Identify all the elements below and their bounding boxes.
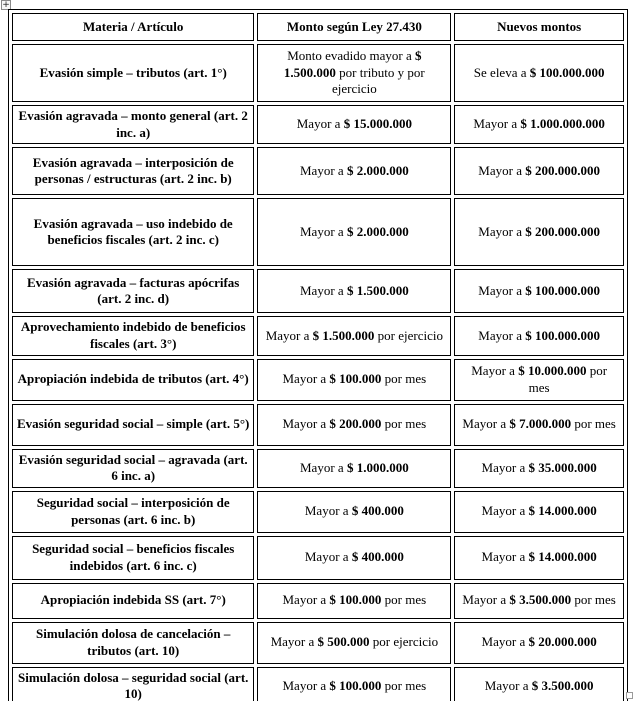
column-header-nuevos-montos: Nuevos montos xyxy=(454,13,624,41)
cell-text-prefix: Mayor a xyxy=(471,362,519,378)
materia-cell: Seguridad social – beneficios fiscales indebidos (art. 6 inc. c) xyxy=(12,536,254,580)
nuevo-monto-cell xyxy=(454,105,624,144)
nuevo-monto-cell xyxy=(454,449,624,488)
cell-text-prefix: Mayor a xyxy=(481,634,529,650)
cell-text-prefix: Mayor a xyxy=(282,678,330,694)
cell-amount: $ 1.000.000 xyxy=(346,459,409,475)
cell-amount: $ 200.000.000 xyxy=(525,162,600,178)
montos-table xyxy=(8,9,628,701)
table-row xyxy=(12,583,624,619)
cell-text-suffix: por ejercicio xyxy=(369,634,439,650)
cell-amount: $ 400.000 xyxy=(351,503,404,519)
cell-text-prefix: Mayor a xyxy=(481,549,529,565)
nuevo-monto-cell xyxy=(454,536,624,580)
cell-amount: $ 2.000.000 xyxy=(346,223,409,239)
cell-amount: $ 15.000.000 xyxy=(343,116,412,132)
cell-amount: $ 100.000.000 xyxy=(525,327,600,343)
nuevo-monto-cell xyxy=(454,491,624,533)
table-row xyxy=(12,667,624,701)
cell-text-suffix: por tributo y por ejercicio xyxy=(331,64,425,97)
cell-text-prefix: Se eleva a xyxy=(473,64,530,80)
cell-text-prefix: Mayor a xyxy=(484,678,532,694)
monto-ley-cell xyxy=(257,198,451,266)
column-header-materia: Materia / Artículo xyxy=(12,13,254,41)
move-cross-icon: + xyxy=(2,0,10,10)
table-row xyxy=(12,105,624,144)
materia-cell: Evasión simple – tributos (art. 1°) xyxy=(12,44,254,102)
materia-cell: Apropiación indebida SS (art. 7°) xyxy=(12,583,254,619)
cell-amount: $ 3.500.000 xyxy=(531,678,594,694)
cell-text-suffix: por mes xyxy=(381,416,427,432)
materia-cell: Seguridad social – interposición de personas (art. 6 inc. b) xyxy=(12,491,254,533)
monto-ley-cell xyxy=(257,583,451,619)
table-row xyxy=(12,269,624,313)
table-row xyxy=(12,491,624,533)
cell-text-prefix: Mayor a xyxy=(300,282,347,298)
cell-text-prefix: Mayor a xyxy=(270,634,318,650)
cell-text-prefix: Mayor a xyxy=(282,416,330,432)
materia-cell: Evasión agravada – uso indebido de beneficios fiscales (art. 2 inc. c) xyxy=(12,198,254,266)
monto-ley-cell xyxy=(257,404,451,446)
nuevo-monto-cell xyxy=(454,667,624,701)
table-row xyxy=(12,536,624,580)
cell-amount: $ 7.000.000 xyxy=(509,416,572,432)
cell-amount: $ 200.000 xyxy=(329,416,382,432)
materia-cell: Evasión agravada – interposición de personas / estructuras (art. 2 inc. b) xyxy=(12,147,254,195)
materia-cell: Evasión agravada – facturas apócrifas (art. 2 inc. d) xyxy=(12,269,254,313)
materia-cell: Evasión seguridad social – agravada (art. 6 inc. a) xyxy=(12,449,254,488)
monto-ley-cell xyxy=(257,316,451,355)
nuevo-monto-cell xyxy=(454,404,624,446)
cell-amount: $ 3.500.000 xyxy=(509,592,572,608)
cell-amount: $ 10.000.000 xyxy=(518,362,587,378)
cell-amount: $ 14.000.000 xyxy=(528,503,597,519)
cell-text-prefix: Mayor a xyxy=(300,223,347,239)
cell-text-prefix: Mayor a xyxy=(304,549,352,565)
cell-amount: $ 200.000.000 xyxy=(525,223,600,239)
materia-cell: Apropiación indebida de tributos (art. 4°) xyxy=(12,359,254,401)
cell-text-suffix: por ejercicio xyxy=(374,327,443,343)
cell-text-prefix: Mayor a xyxy=(265,327,313,343)
nuevo-monto-cell xyxy=(454,359,624,401)
monto-ley-cell xyxy=(257,536,451,580)
cell-text-suffix: por mes xyxy=(571,416,616,432)
cell-text-suffix: por mes xyxy=(571,592,616,608)
monto-ley-cell xyxy=(257,667,451,701)
table-row xyxy=(12,622,624,664)
nuevo-monto-cell xyxy=(454,44,624,102)
cell-text-prefix: Mayor a xyxy=(282,371,330,387)
table-row xyxy=(12,449,624,488)
nuevo-monto-cell xyxy=(454,583,624,619)
table-row xyxy=(12,198,624,266)
table-container xyxy=(8,9,628,701)
materia-cell: Simulación dolosa de cancelación – tributos (art. 10) xyxy=(12,622,254,664)
cell-text-prefix: Mayor a xyxy=(462,592,510,608)
cell-amount: $ 400.000 xyxy=(351,549,404,565)
column-header-monto-ley: Monto según Ley 27.430 xyxy=(257,13,451,41)
header-row xyxy=(12,13,624,41)
cell-amount: $ 1.500.000 xyxy=(312,327,375,343)
nuevo-monto-cell xyxy=(454,198,624,266)
monto-ley-cell xyxy=(257,491,451,533)
table-row xyxy=(12,44,624,102)
cell-text-prefix: Mayor a xyxy=(296,116,344,132)
cell-text-prefix: Mayor a xyxy=(462,416,510,432)
cell-text-suffix: por mes xyxy=(381,371,427,387)
materia-cell: Simulación dolosa – seguridad social (art. 10) xyxy=(12,667,254,701)
cell-text-prefix: Mayor a xyxy=(478,223,526,239)
monto-ley-cell xyxy=(257,105,451,144)
table-resize-handle[interactable] xyxy=(626,692,633,699)
monto-ley-cell xyxy=(257,622,451,664)
monto-ley-cell xyxy=(257,449,451,488)
cell-text-suffix: por mes xyxy=(528,362,608,395)
cell-amount: $ 20.000.000 xyxy=(528,634,597,650)
table-row xyxy=(12,147,624,195)
cell-text-prefix: Mayor a xyxy=(478,162,526,178)
table-row xyxy=(12,404,624,446)
cell-amount: $ 100.000 xyxy=(329,678,382,694)
monto-ley-cell xyxy=(257,359,451,401)
cell-amount: $ 1.500.000 xyxy=(346,282,409,298)
cell-text-prefix: Mayor a xyxy=(473,116,521,132)
nuevo-monto-cell xyxy=(454,269,624,313)
nuevo-monto-cell xyxy=(454,622,624,664)
monto-ley-cell xyxy=(257,147,451,195)
cell-amount: $ 1.500.000 xyxy=(283,48,422,80)
cell-amount: $ 1.000.000.000 xyxy=(520,116,605,132)
cell-amount: $ 500.000 xyxy=(317,634,370,650)
cell-text-prefix: Monto evadido mayor a xyxy=(287,48,415,64)
materia-cell: Evasión seguridad social – simple (art. 5°) xyxy=(12,404,254,446)
cell-text-prefix: Mayor a xyxy=(481,503,529,519)
cell-text-prefix: Mayor a xyxy=(300,162,347,178)
cell-text-suffix: por mes xyxy=(381,678,427,694)
cell-amount: $ 14.000.000 xyxy=(528,549,597,565)
cell-text-prefix: Mayor a xyxy=(478,327,526,343)
cell-text-prefix: Mayor a xyxy=(304,503,352,519)
cell-amount: $ 2.000.000 xyxy=(346,162,409,178)
nuevo-monto-cell xyxy=(454,147,624,195)
cell-text-prefix: Mayor a xyxy=(481,459,529,475)
cell-amount: $ 100.000 xyxy=(329,592,382,608)
cell-text-suffix: por mes xyxy=(381,592,427,608)
table-row xyxy=(12,359,624,401)
materia-cell: Evasión agravada – monto general (art. 2 inc. a) xyxy=(12,105,254,144)
monto-ley-cell xyxy=(257,269,451,313)
materia-cell: Aprovechamiento indebido de beneficios fiscales (art. 3°) xyxy=(12,316,254,355)
cell-text-prefix: Mayor a xyxy=(282,592,330,608)
cell-text-prefix: Mayor a xyxy=(478,282,526,298)
cell-amount: $ 35.000.000 xyxy=(528,459,597,475)
cell-text-prefix: Mayor a xyxy=(300,459,347,475)
cell-amount: $ 100.000 xyxy=(329,371,382,387)
cell-amount: $ 100.000.000 xyxy=(529,64,605,80)
monto-ley-cell xyxy=(257,44,451,102)
cell-amount: $ 100.000.000 xyxy=(525,282,600,298)
nuevo-monto-cell xyxy=(454,316,624,355)
table-row xyxy=(12,316,624,355)
